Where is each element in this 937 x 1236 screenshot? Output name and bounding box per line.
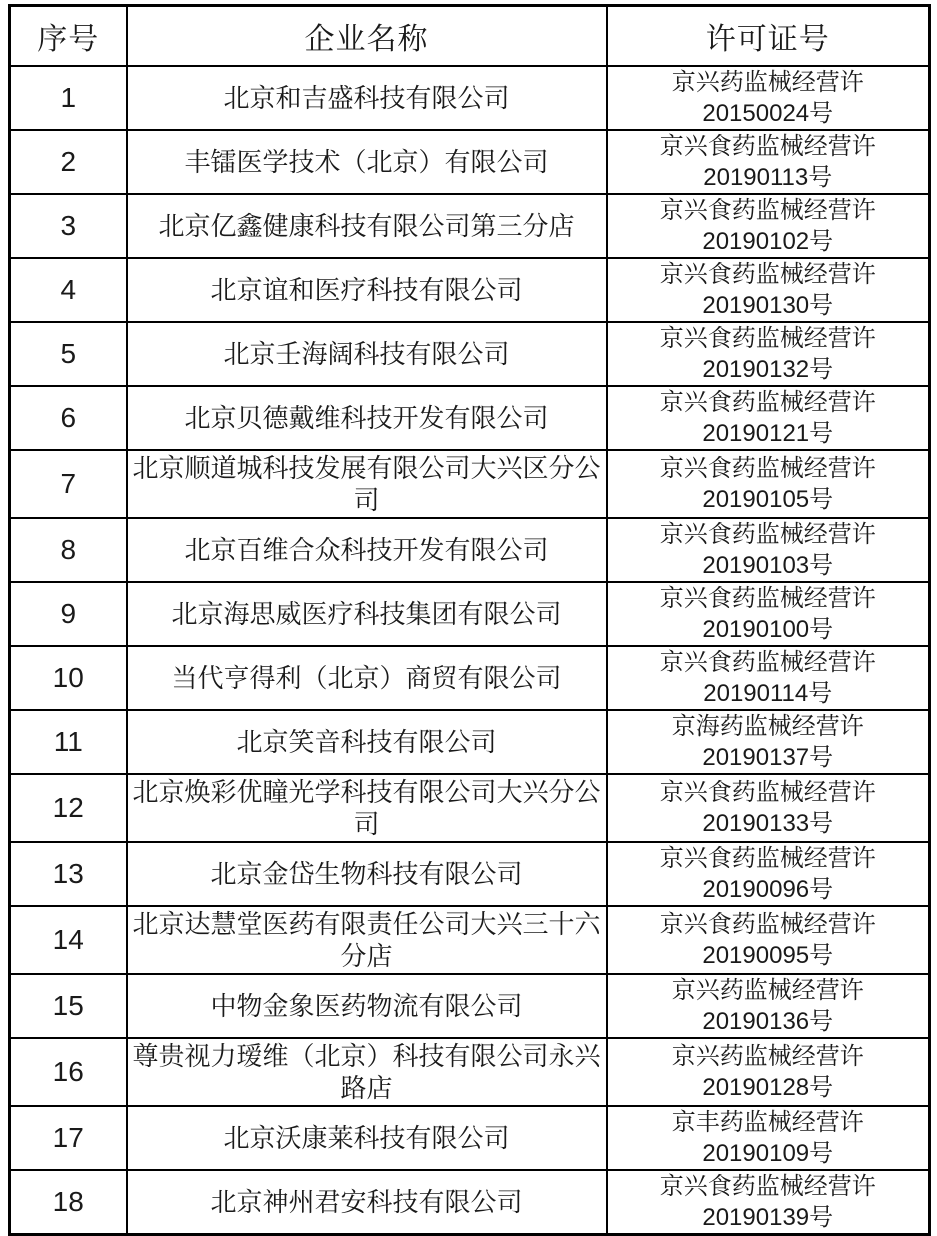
table-row <box>10 774 930 842</box>
license-number: 20190132号 <box>702 355 834 383</box>
license-number: 20190139号 <box>702 1203 834 1231</box>
table-row <box>10 1170 930 1235</box>
license-cell <box>607 322 930 386</box>
table-row <box>10 66 930 130</box>
license-prefix: 京兴食药监械经营许 <box>659 910 876 938</box>
license-prefix: 京丰药监械经营许 <box>671 1108 864 1136</box>
license-prefix: 京兴食药监械经营许 <box>659 324 876 352</box>
table-row <box>10 646 930 710</box>
license-number: 20190096号 <box>702 875 834 903</box>
row-number-cell: 3 <box>10 194 127 258</box>
row-number-cell: 16 <box>10 1038 127 1106</box>
license-prefix: 京兴食药监械经营许 <box>659 454 876 482</box>
license-cell <box>607 130 930 194</box>
row-number-cell: 2 <box>10 130 127 194</box>
license-prefix: 京兴药监械经营许 <box>671 976 864 1004</box>
table-row <box>10 450 930 518</box>
license-cell <box>607 194 930 258</box>
license-prefix: 京兴食药监械经营许 <box>659 584 876 612</box>
table-row <box>10 582 930 646</box>
license-cell <box>607 258 930 322</box>
license-number: 20190103号 <box>702 551 834 579</box>
license-number: 20190100号 <box>702 615 834 643</box>
license-prefix: 京兴食药监械经营许 <box>659 196 876 224</box>
table-row <box>10 842 930 906</box>
license-prefix: 京兴食药监械经营许 <box>659 844 876 872</box>
row-number-cell: 15 <box>10 974 127 1038</box>
license-prefix: 京海药监械经营许 <box>671 712 864 740</box>
license-number: 20190130号 <box>702 291 834 319</box>
table-header <box>10 6 930 66</box>
row-number-cell: 13 <box>10 842 127 906</box>
license-cell <box>607 710 930 774</box>
license-cell <box>607 1106 930 1170</box>
company-name-cell: 北京金岱生物科技有限公司 <box>127 842 607 906</box>
table-row <box>10 322 930 386</box>
company-name-cell: 北京笑音科技有限公司 <box>127 710 607 774</box>
license-number: 20190137号 <box>702 743 834 771</box>
license-number: 20190114号 <box>703 679 833 707</box>
license-prefix: 京兴食药监械经营许 <box>659 648 876 676</box>
license-prefix: 京兴食药监械经营许 <box>659 260 876 288</box>
table-row <box>10 906 930 974</box>
license-cell <box>607 66 930 130</box>
license-cell <box>607 646 930 710</box>
table-body <box>10 66 930 1235</box>
company-name-cell: 北京谊和医疗科技有限公司 <box>127 258 607 322</box>
license-number: 20190102号 <box>702 227 834 255</box>
row-number-cell: 6 <box>10 386 127 450</box>
company-name-cell: 北京贝德戴维科技开发有限公司 <box>127 386 607 450</box>
table-row <box>10 1106 930 1170</box>
license-cell <box>607 582 930 646</box>
license-number: 20190113号 <box>703 163 833 191</box>
license-table <box>8 4 931 1236</box>
table-row <box>10 710 930 774</box>
license-cell <box>607 774 930 842</box>
row-number-cell: 5 <box>10 322 127 386</box>
license-cell <box>607 842 930 906</box>
license-prefix: 京兴食药监械经营许 <box>659 778 876 806</box>
table-row <box>10 258 930 322</box>
license-number: 20150024号 <box>702 99 834 127</box>
license-number: 20190095号 <box>702 941 834 969</box>
row-number-cell: 4 <box>10 258 127 322</box>
license-prefix: 京兴食药监械经营许 <box>659 1172 876 1200</box>
license-cell <box>607 518 930 582</box>
table-row <box>10 130 930 194</box>
license-number: 20190133号 <box>702 809 834 837</box>
license-number: 20190136号 <box>702 1007 834 1035</box>
row-number-cell: 10 <box>10 646 127 710</box>
header-index: 序号 <box>10 6 127 66</box>
row-number-cell: 8 <box>10 518 127 582</box>
table-row <box>10 194 930 258</box>
row-number-cell: 18 <box>10 1170 127 1235</box>
company-name-cell: 北京海思威医疗科技集团有限公司 <box>127 582 607 646</box>
row-number-cell: 17 <box>10 1106 127 1170</box>
table-row <box>10 1038 930 1106</box>
license-prefix: 京兴药监械经营许 <box>671 68 864 96</box>
license-number: 20190121号 <box>702 419 834 447</box>
license-prefix: 京兴药监械经营许 <box>671 1042 864 1070</box>
table-row <box>10 518 930 582</box>
company-name-cell: 北京和吉盛科技有限公司 <box>127 66 607 130</box>
license-cell <box>607 906 930 974</box>
row-number-cell: 11 <box>10 710 127 774</box>
company-name-cell: 北京达慧堂医药有限责任公司大兴三十六分店 <box>127 906 607 974</box>
license-number: 20190128号 <box>702 1073 834 1101</box>
row-number-cell: 14 <box>10 906 127 974</box>
license-prefix: 京兴食药监械经营许 <box>659 520 876 548</box>
row-number-cell: 7 <box>10 450 127 518</box>
table-row <box>10 386 930 450</box>
header-row <box>10 6 930 66</box>
header-company: 企业名称 <box>127 6 607 66</box>
license-number: 20190105号 <box>702 485 834 513</box>
company-name-cell: 中物金象医药物流有限公司 <box>127 974 607 1038</box>
company-name-cell: 北京沃康莱科技有限公司 <box>127 1106 607 1170</box>
company-name-cell: 当代亨得利（北京）商贸有限公司 <box>127 646 607 710</box>
table-row <box>10 974 930 1038</box>
company-name-cell: 丰镭医学技术（北京）有限公司 <box>127 130 607 194</box>
license-cell <box>607 450 930 518</box>
license-cell <box>607 974 930 1038</box>
company-name-cell: 北京顺道城科技发展有限公司大兴区分公司 <box>127 450 607 518</box>
license-number: 20190109号 <box>702 1139 834 1167</box>
row-number-cell: 1 <box>10 66 127 130</box>
header-license: 许可证号 <box>607 6 930 66</box>
license-prefix: 京兴食药监械经营许 <box>659 132 876 160</box>
license-cell <box>607 386 930 450</box>
company-name-cell: 北京百维合众科技开发有限公司 <box>127 518 607 582</box>
company-name-cell: 北京神州君安科技有限公司 <box>127 1170 607 1235</box>
company-name-cell: 尊贵视力瑷维（北京）科技有限公司永兴路店 <box>127 1038 607 1106</box>
license-cell <box>607 1038 930 1106</box>
license-cell <box>607 1170 930 1235</box>
row-number-cell: 9 <box>10 582 127 646</box>
company-name-cell: 北京焕彩优瞳光学科技有限公司大兴分公司 <box>127 774 607 842</box>
company-name-cell: 北京亿鑫健康科技有限公司第三分店 <box>127 194 607 258</box>
license-prefix: 京兴食药监械经营许 <box>659 388 876 416</box>
company-name-cell: 北京壬海阔科技有限公司 <box>127 322 607 386</box>
row-number-cell: 12 <box>10 774 127 842</box>
